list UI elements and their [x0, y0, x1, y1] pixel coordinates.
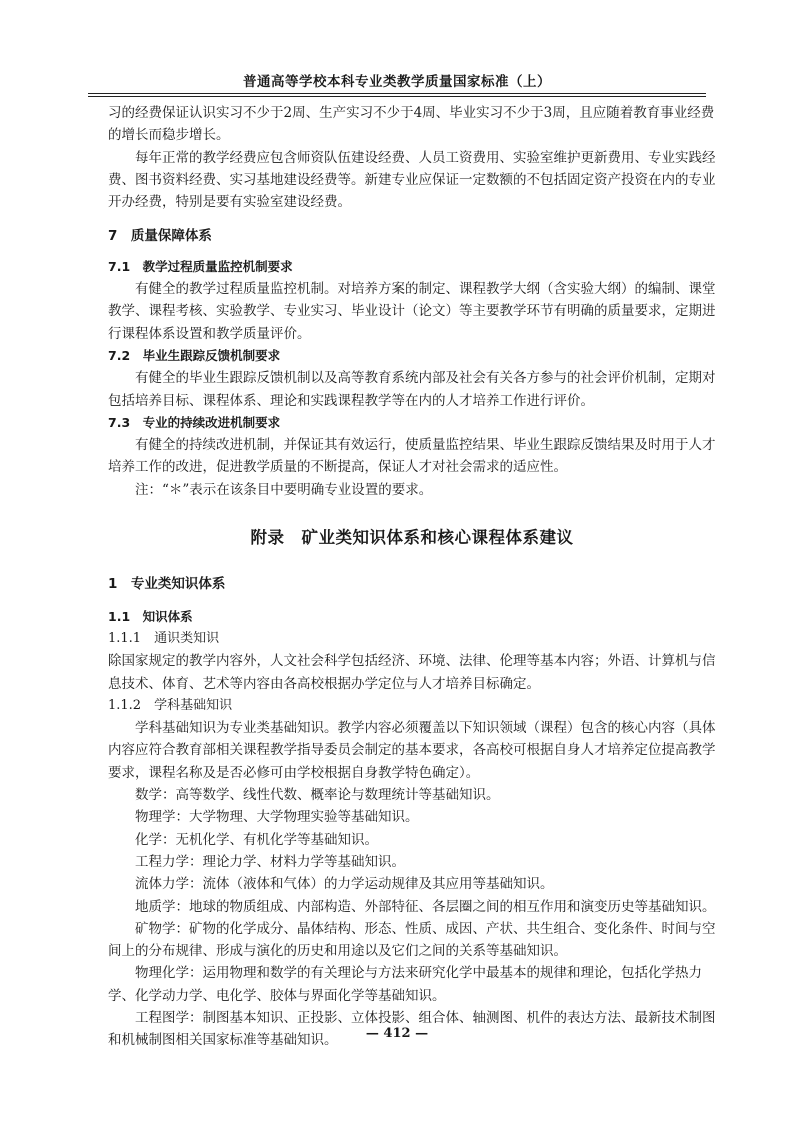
appendix-heading-1: 1 专业类知识体系 — [108, 576, 226, 593]
paragraph-funding: 每年正常的教学经费应包含师资队伍建设经费、人员工资费用、实验室维护更新费用、专业实践经费、图书资料经费、实习基地建设经费等。新建专业应保证一定数额的不包括固定资产投资在内的专业开办经费，特别是要有实验室建设经费。 — [108, 149, 716, 211]
page-number: — 412 — — [365, 1026, 429, 1041]
appendix-heading-1-1-2: 1.1.2 学科基础知识 — [108, 697, 233, 713]
section-heading-7: 7 质量保障体系 — [108, 228, 212, 245]
header-rule-thin — [88, 96, 706, 97]
appendix-heading-1-1-1: 1.1.1 通识类知识 — [108, 630, 220, 646]
list-item-fluid-mechanics: 流体力学：流体（液体和气体）的力学运动规律及其应用等基础知识。 — [135, 876, 554, 893]
running-header: 普通高等学校本科专业类教学质量国家标准（上） — [243, 74, 551, 90]
paragraph-1-1-1: 除国家规定的教学内容外，人文社会科学包括经济、环境、法律、伦理等基本内容；外语、计算机与信息技术、体育、艺术等内容由各高校根据办学定位与人才培养目标确定。 — [108, 653, 716, 692]
list-item-physical-chemistry: 物理化学：运用物理和数学的有关理论与方法来研究化学中最基本的规律和理论，包括化学热力学、化学动力学、电化学、胶体与界面化学等基础知识。 — [108, 965, 702, 1004]
note: 注：“＊”表示在该条目中要明确专业设置的要求。 — [135, 481, 433, 498]
section-heading-7-1: 7.1 教学过程质量监控机制要求 — [108, 258, 293, 274]
appendix-title: 附录 矿业类知识体系和核心课程体系建议 — [250, 528, 574, 548]
paragraph-7-1: 有健全的教学过程质量监控机制。对培养方案的制定、课程教学大纲（含实验大纲）的编制、课堂教学、课程考核、实验教学、专业实习、毕业设计（论文）等主要教学环节有明确的质量要求，定期进行课程体系设置和教学质量评价。 — [108, 281, 716, 342]
section-heading-7-3: 7.3 专业的持续改进机制要求 — [108, 414, 281, 430]
list-item-mineralogy: 矿物学：矿物的化学成分、晶体结构、形态、性质、成因、产状、共生组合、变化条件、时间与空间上的分布规律、形成与演化的历史和用途以及它们之间的关系等基础知识。 — [108, 920, 716, 960]
list-item-chemistry: 化学：无机化学、有机化学等基础知识。 — [135, 831, 378, 848]
list-item-geology: 地质学：地球的物质组成、内部构造、外部特征、各层圈之间的相互作用和演变历史等基础知识。 — [135, 898, 716, 915]
appendix-heading-1-1: 1.1 知识体系 — [108, 608, 193, 624]
page-body — [108, 102, 716, 1052]
list-item-physics: 物理学：大学物理、大学物理实验等基础知识。 — [135, 809, 419, 826]
paragraph-7-2: 有健全的毕业生跟踪反馈机制以及高等教育系统内部及社会有关各方参与的社会评价机制，定期对包括培养目标、课程体系、理论和实践课程教学等在内的人才培养工作进行评价。 — [108, 370, 716, 409]
header-rule — [88, 93, 706, 94]
paragraph-funding-cont: 习的经费保证认识实习不少于2周、生产实习不少于4周、毕业实习不少于3周，且应随着教育事业经费的增长而稳步增长。 — [108, 105, 715, 144]
list-item-engineering-mechanics: 工程力学：理论力学、材料力学等基础知识。 — [135, 853, 405, 870]
paragraph-7-3: 有健全的持续改进机制，并保证其有效运行，使质量监控结果、毕业生跟踪反馈结果及时用于人才培养工作的改进，促进教学质量的不断提高，保证人才对社会需求的适应性。 — [108, 437, 716, 476]
list-item-math: 数学：高等数学、线性代数、概率论与数理统计等基础知识。 — [135, 787, 500, 804]
section-heading-7-2: 7.2 毕业生跟踪反馈机制要求 — [108, 347, 281, 363]
list-item-engineering-graphics: 工程图学：制图基本知识、正投影、立体投影、组合体、轴测图、机件的表达方法、最新技术制图和机械制图相关国家标准等基础知识。 — [108, 1009, 716, 1049]
paragraph-1-1-2: 学科基础知识为专业类基础知识。教学内容必须覆盖以下知识领域（课程）包含的核心内容（具体内容应符合教育部相关课程教学指导委员会制定的基本要求，各高校可根据自身人才培养定位提高教学要求，课程名称及是否必修可由学校根据自身教学特色确定）。 — [108, 720, 716, 781]
